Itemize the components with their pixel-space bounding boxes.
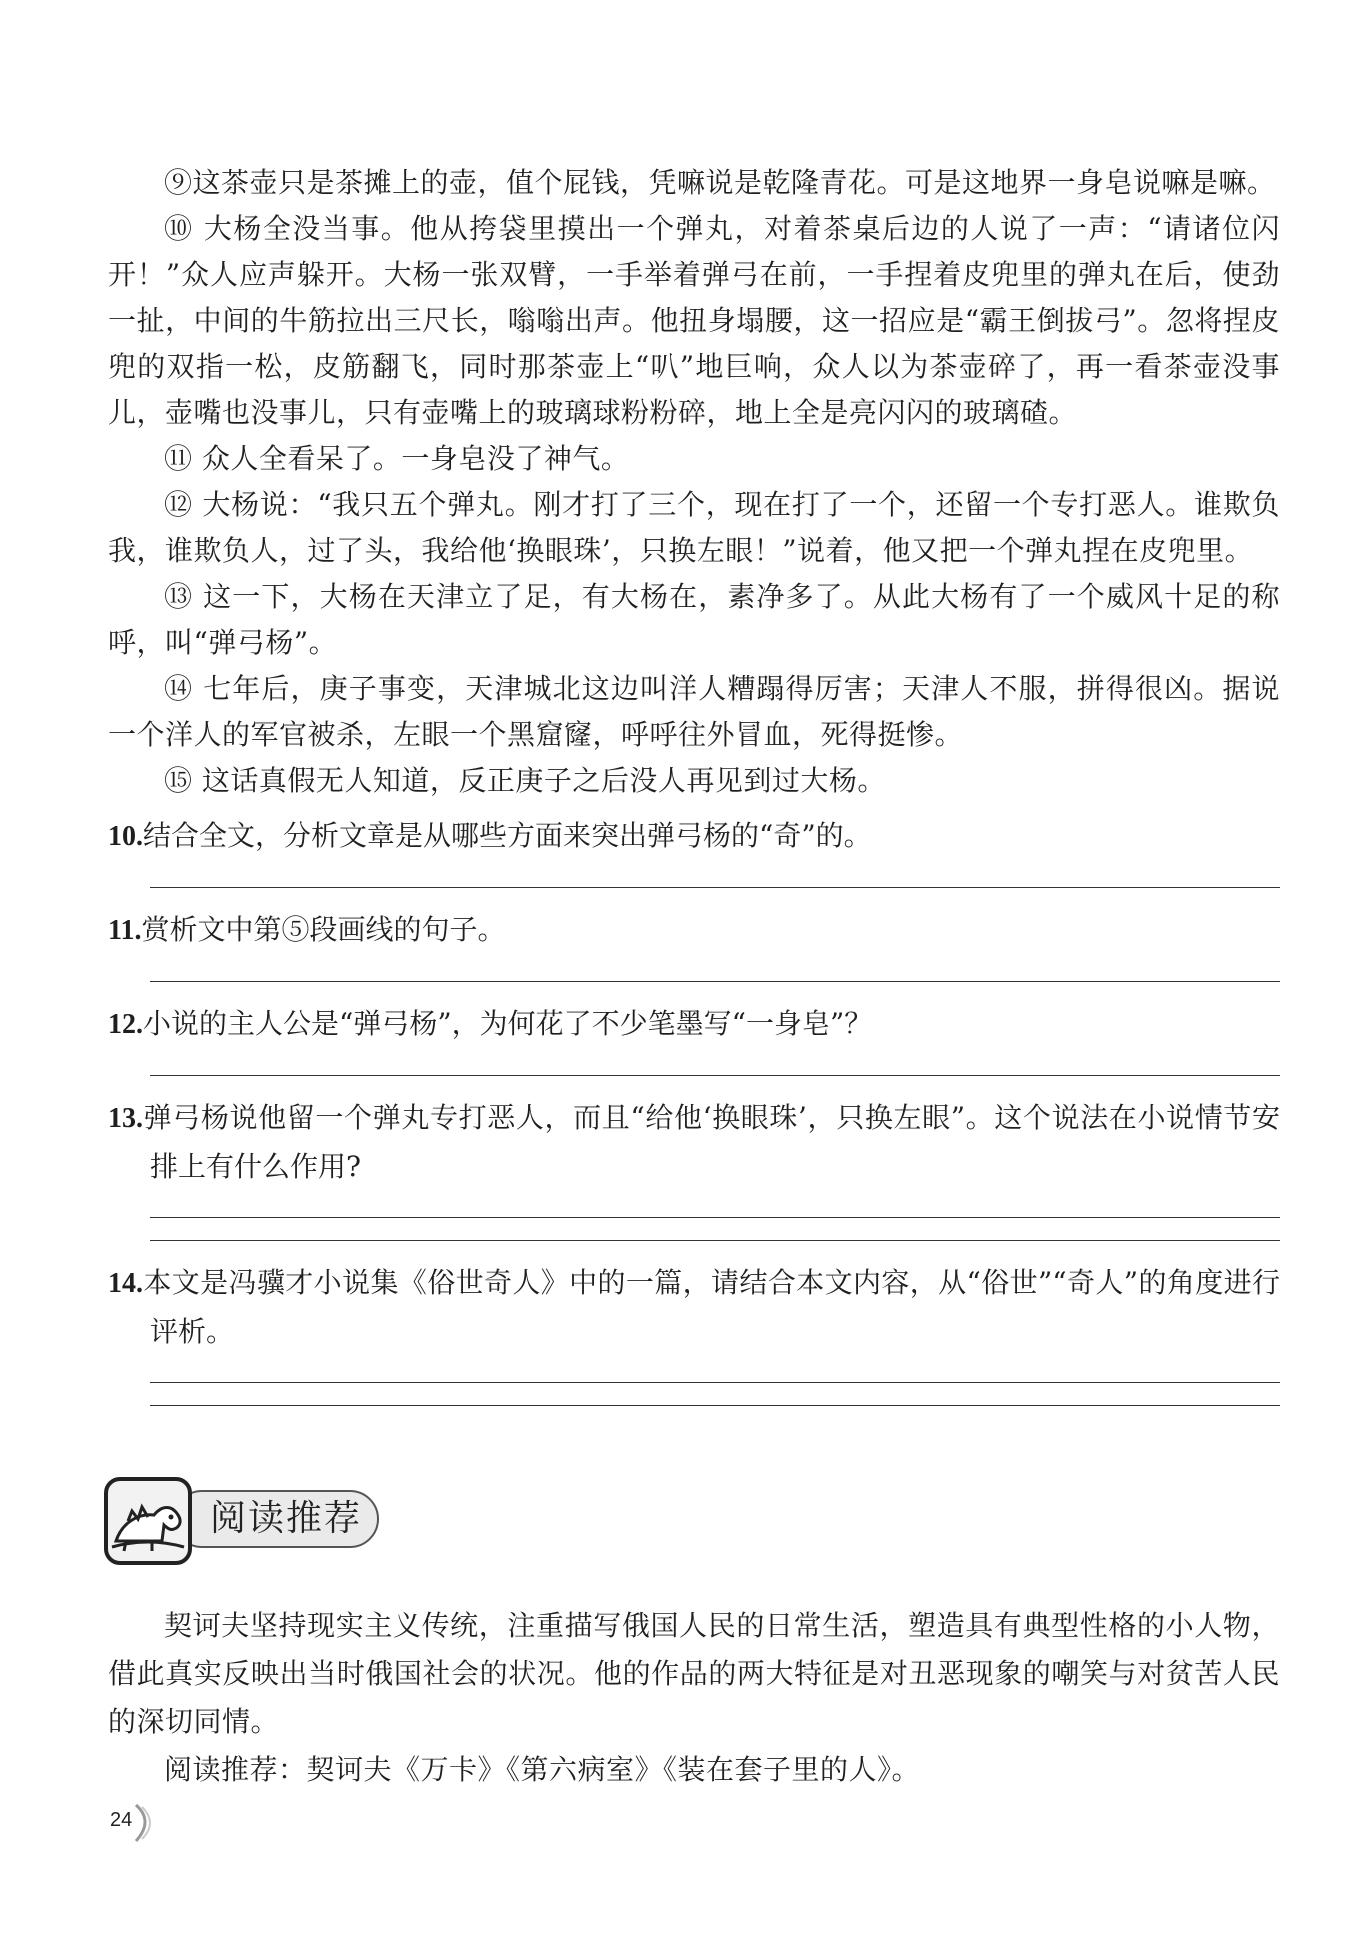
answer-line[interactable] [150,1405,1280,1406]
paragraph-15: ⑮ 这话真假无人知道，反正庚子之后没人再见到过大杨。 [164,764,886,797]
paragraph-12: ⑫ 大杨说：“我只五个弹丸。刚才打了三个，现在打了一个，还留一个专打恶人。谁欺负我，谁欺负人，过了头，我给他‘换眼珠’，只换左眼！”说着，他又把一个弹丸捏在皮兜里。 [108,488,1280,567]
paragraph-11: ⑪ 众人全看呆了。一身皂没了神气。 [164,442,630,475]
question-10 [108,812,1280,888]
question-12 [108,1000,1280,1076]
page-number: 24 [110,1809,133,1831]
question-text: 小说的主人公是“弹弓杨”，为何花了不少笔墨写“一身皂”？ [143,1007,873,1040]
answer-line[interactable] [150,1382,1280,1383]
answer-line[interactable] [150,1240,1280,1241]
question-14 [108,1259,1280,1406]
question-number: 11. [108,915,142,946]
answer-line[interactable] [150,887,1280,888]
question-text: 赏析文中第⑤段画线的句子。 [141,913,506,946]
question-text: 结合全文，分析文章是从哪些方面来突出弹弓杨的“奇”的。 [143,819,872,852]
section-badge-reading-recommendation [104,1475,384,1567]
question-text: 弹弓杨说他留一个弹丸专打恶人，而且“给他‘换眼珠’，只换左眼”。这个说法在小说情节安排上有什么作用? [143,1101,1280,1183]
story-excerpt [108,160,1280,804]
answer-line[interactable] [150,981,1280,982]
recommendation-list: 阅读推荐：契诃夫《万卡》《第六病室》《装在套子里的人》。 [164,1753,921,1786]
paragraph-13: ⑬ 这一下，大杨在天津立了足，有大杨在，素净多了。从此大杨有了一个威风十足的称呼，叫“弹弓杨”。 [108,580,1280,659]
reading-recommendation [108,1602,1280,1794]
recommendation-paragraph: 契诃夫坚持现实主义传统，注重描写俄国人民的日常生活，塑造具有典型性格的小人物，借此真实反映出当时俄国社会的状况。他的作品的两大特征是对丑恶现象的嘲笑与对贫苦人民的深切同情。 [108,1609,1280,1738]
question-number: 12. [108,1009,143,1040]
paragraph-9: ⑨这茶壶只是茶摊上的壶，值个屁钱，凭嘛说是乾隆青花。可是这地界一身皂说嘛是嘛。 [164,166,1276,199]
question-number: 10. [108,821,143,852]
question-number: 13. [108,1103,143,1134]
paragraph-10: ⑩ 大杨全没当事。他从挎袋里摸出一个弹丸，对着茶桌后边的人说了一声：“请诸位闪开！”众人应声躲开。大杨一张双臂，一手举着弹弓在前，一手捏着皮兜里的弹丸在后，使劲一扯，中间的牛筋拉出三尺长，嗡嗡出声。他扭身塌腰，这一招应是“霸王倒拔弓”。忽将捏皮兜的双指一松，皮筋翻飞，同时那茶壶上“叭”地巨响，众人以为茶壶碎了，再一看茶壶没事儿，壶嘴也没事儿，只有壶嘴上的玻璃球粉粉碎，地上全是亮闪闪的玻璃碴。 [108,212,1280,429]
paragraph-14: ⑭ 七年后，庚子事变，天津城北这边叫洋人糟蹋得厉害；天津人不服，拼得很凶。据说一个洋人的军官被杀，左眼一个黑窟窿，呼呼往外冒血，死得挺惨。 [108,672,1280,751]
page-number-badge [106,1803,156,1843]
question-11 [108,906,1280,982]
question-text: 本文是冯骥才小说集《俗世奇人》中的一篇，请结合本文内容，从“俗世”“奇人”的角度进行评析。 [143,1266,1280,1348]
answer-line[interactable] [150,1075,1280,1076]
question-list [108,812,1280,1424]
question-13 [108,1094,1280,1241]
section-title: 阅读推荐 [210,1498,363,1539]
question-number: 14. [108,1268,143,1299]
answer-line[interactable] [150,1217,1280,1218]
